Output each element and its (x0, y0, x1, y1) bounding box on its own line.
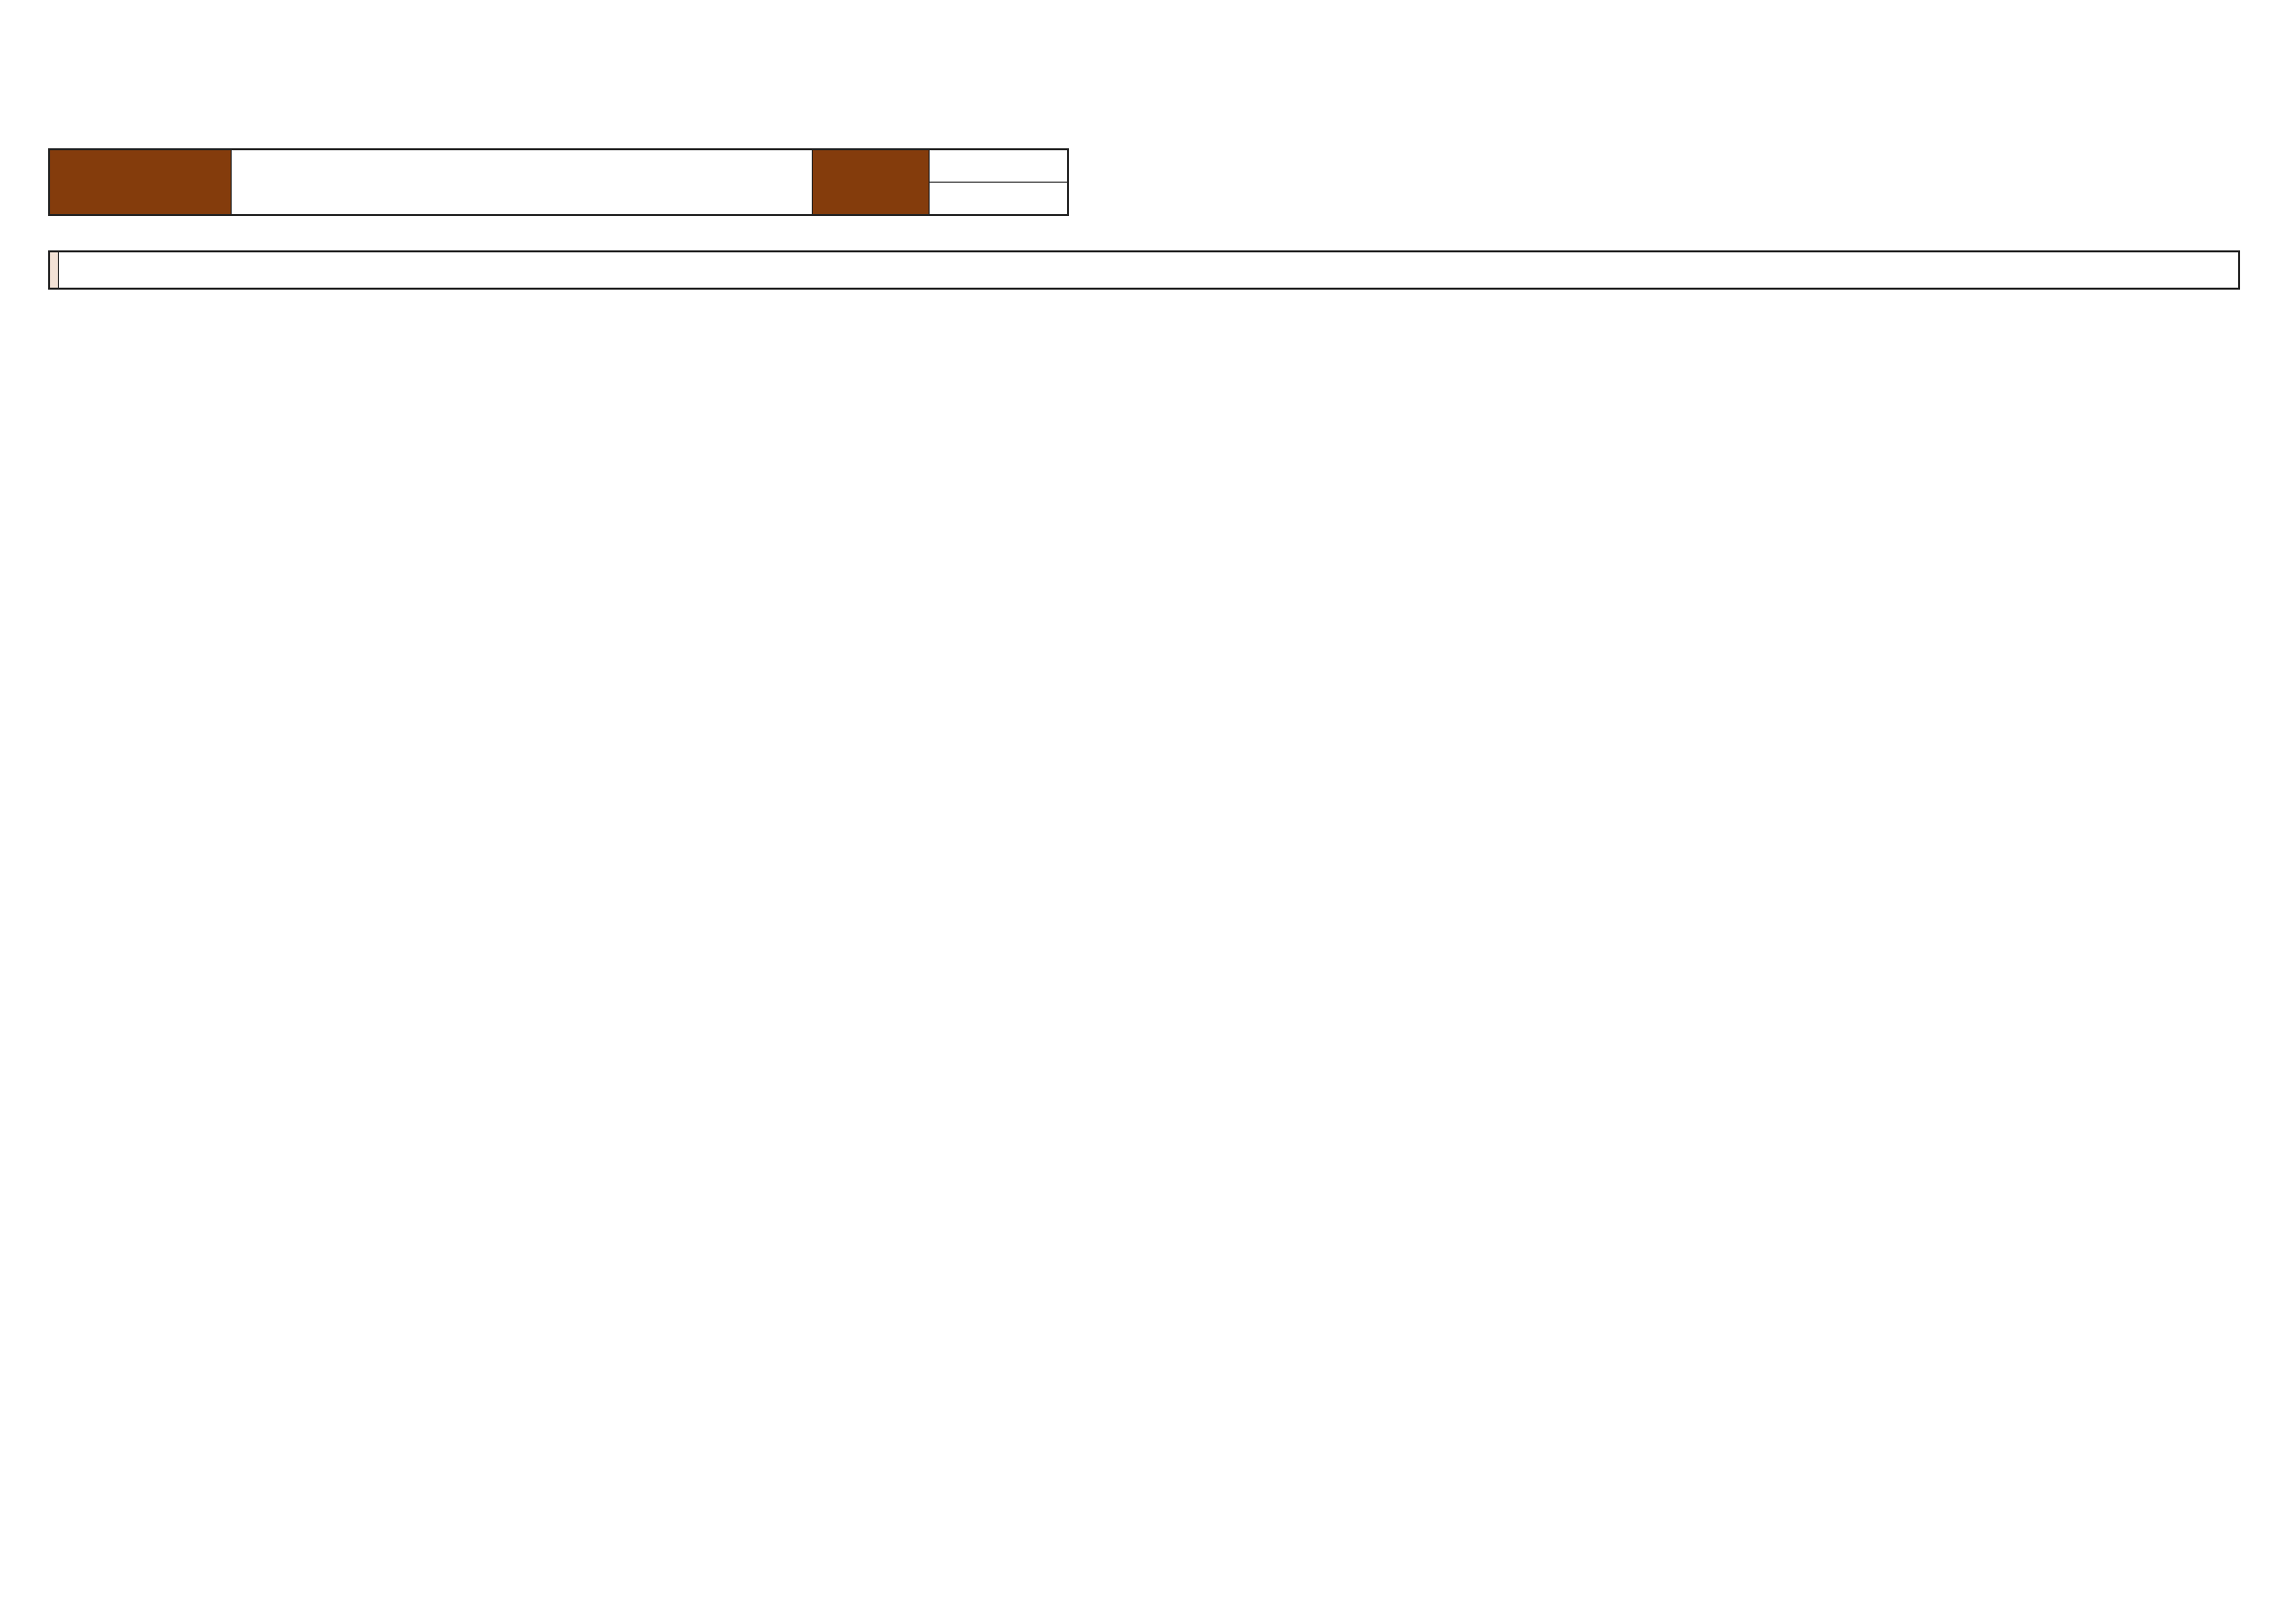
duration-dates (929, 150, 1067, 214)
project-name[interactable] (231, 150, 813, 214)
project-name-label (50, 150, 231, 214)
duration-end[interactable] (930, 183, 1067, 214)
duration-start[interactable] (930, 150, 1067, 183)
duration-label (813, 150, 929, 214)
header-month (58, 253, 59, 288)
project-info-box (48, 148, 1069, 216)
gantt-table (48, 250, 2240, 290)
schedule-table (50, 252, 59, 288)
gantt-bars-layer (50, 252, 345, 400)
